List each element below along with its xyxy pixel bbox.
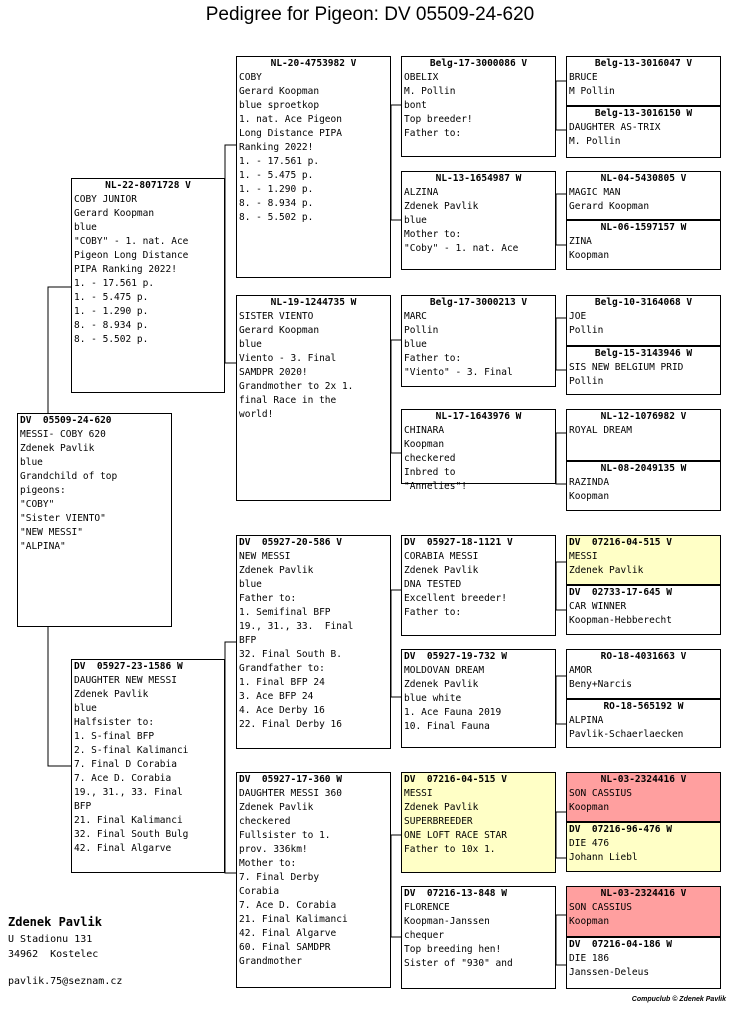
- info-line: Halfsister to:: [74, 717, 155, 728]
- info-line: Father to 10x 1.: [404, 844, 496, 855]
- info-line: "Sister VIENTO": [20, 513, 106, 524]
- info-line: Grandmother to 2x 1.: [239, 381, 354, 392]
- info-line: "Viento" - 3. Final: [404, 367, 513, 378]
- info-line: Zdenek Pavlik: [404, 679, 479, 690]
- info-line: Zdenek Pavlik: [239, 565, 314, 576]
- great-grandparent-card[interactable]: [401, 409, 556, 492]
- info-line: SIS NEW BELGIUM PRID: [569, 362, 684, 373]
- info-line: Koopman: [569, 491, 610, 502]
- info-line: Mother to:: [239, 858, 297, 869]
- info-line: Father to:: [404, 607, 462, 618]
- great-great-grandparent-card[interactable]: [566, 171, 721, 220]
- info-line: 1. - 17.561 p.: [239, 156, 320, 167]
- great-great-grandparent-card[interactable]: [566, 346, 721, 395]
- info-line: Grandchild of top: [20, 471, 118, 482]
- ring-number: NL-17-1643976 W: [435, 411, 522, 422]
- great-grandparent-card[interactable]: [401, 649, 556, 748]
- grandparent-card[interactable]: [236, 772, 391, 988]
- info-line: 42. Final Algarve: [239, 928, 337, 939]
- info-line: 1. Semifinal BFP: [239, 607, 331, 618]
- info-line: 1. - 1.290 p.: [74, 306, 149, 317]
- info-line: Gerard Koopman: [239, 86, 320, 97]
- info-line: ROYAL DREAM: [569, 425, 632, 436]
- info-line: MAGIC MAN: [569, 187, 621, 198]
- ring-number: NL-22-8071728 V: [105, 180, 191, 191]
- info-line: chequer: [404, 930, 445, 941]
- info-line: Corabia: [239, 886, 280, 897]
- info-line: blue: [239, 339, 262, 350]
- info-line: 4. Ace Derby 16: [239, 705, 325, 716]
- info-line: M Pollin: [569, 86, 615, 97]
- info-line: Gerard Koopman: [569, 201, 650, 212]
- info-line: Koopman: [569, 916, 610, 927]
- info-line: "Annelies"!: [404, 481, 467, 492]
- info-line: ALZINA: [404, 187, 439, 198]
- info-line: 1. - 17.561 p.: [74, 278, 155, 289]
- owner-email: pavlik.75@seznam.cz: [8, 976, 123, 987]
- info-line: ONE LOFT RACE STAR: [404, 830, 507, 841]
- info-line: 3. Ace BFP 24: [239, 691, 314, 702]
- footer-credit: Compuclub © Zdenek Pavlik: [631, 996, 726, 1003]
- info-line: 19., 31., 33. Final: [74, 787, 183, 798]
- ring-number: RO-18-4031663 V: [600, 651, 687, 662]
- info-line: checkered: [404, 453, 456, 464]
- info-line: Mother to:: [404, 229, 462, 240]
- info-line: Pavlik-Schaerlaecken: [569, 729, 684, 740]
- info-line: Gerard Koopman: [74, 208, 155, 219]
- great-grandparent-card[interactable]: [401, 886, 556, 989]
- great-grandparent-card[interactable]: [401, 171, 556, 270]
- info-line: Long Distance PIPA: [239, 128, 342, 139]
- ring-number: NL-04-5430805 V: [600, 173, 687, 184]
- info-line: 22. Final Derby 16: [239, 719, 342, 730]
- great-great-grandparent-card[interactable]: [566, 886, 721, 937]
- info-line: Zdenek Pavlik: [569, 565, 644, 576]
- ring-number: NL-13-1654987 W: [435, 173, 522, 184]
- info-line: blue: [404, 339, 427, 350]
- sire-card[interactable]: [71, 178, 225, 393]
- ring-number: DV 05927-20-586 V: [239, 537, 342, 548]
- great-great-grandparent-card[interactable]: [566, 937, 721, 989]
- info-line: Koopman: [569, 250, 610, 261]
- info-line: blue: [20, 457, 43, 468]
- info-line: SAMDPR 2020!: [239, 367, 308, 378]
- great-great-grandparent-card[interactable]: [566, 106, 721, 158]
- great-great-grandparent-card[interactable]: [566, 699, 721, 748]
- info-line: 1. - 5.475 p.: [74, 292, 149, 303]
- info-line: Inbred to: [404, 467, 456, 478]
- info-line: Excellent breeder!: [404, 593, 507, 604]
- info-line: M. Pollin: [404, 86, 456, 97]
- info-line: "ALPINA": [20, 541, 66, 552]
- great-great-grandparent-card[interactable]: [566, 822, 721, 872]
- info-line: prov. 336km!: [239, 844, 308, 855]
- great-grandparent-card[interactable]: [401, 295, 556, 387]
- info-line: ZINA: [569, 236, 592, 247]
- ring-number: DV 07216-96-476 W: [569, 824, 672, 835]
- dam-card[interactable]: [71, 659, 225, 873]
- info-line: Pollin: [569, 376, 604, 387]
- info-line: JOE: [569, 311, 587, 322]
- ring-number: DV 05927-18-1121 V: [404, 537, 513, 548]
- info-line: DAUGHTER AS-TRIX: [569, 122, 661, 133]
- ring-number: DV 07216-04-515 V: [569, 537, 672, 548]
- info-line: ALPINA: [569, 715, 604, 726]
- info-line: Father to:: [404, 353, 462, 364]
- info-line: MESSI: [404, 788, 433, 799]
- great-grandparent-card[interactable]: [401, 535, 556, 636]
- great-great-grandparent-card[interactable]: [566, 772, 721, 822]
- grandparent-card[interactable]: [236, 535, 391, 749]
- info-line: final Race in the: [239, 395, 337, 406]
- info-line: Grandmother: [239, 956, 302, 967]
- info-line: Grandfather to:: [239, 663, 325, 674]
- info-line: blue white: [404, 693, 462, 704]
- owner-name: Zdenek Pavlik: [8, 915, 102, 929]
- info-line: DNA TESTED: [404, 579, 462, 590]
- ring-number: DV 07216-04-186 W: [569, 939, 672, 950]
- info-line: Pollin: [569, 325, 604, 336]
- info-line: DAUGHTER NEW MESSI: [74, 675, 177, 686]
- info-line: DIE 186: [569, 953, 610, 964]
- page-title: Pedigree for Pigeon: DV 05509-24-620: [205, 4, 535, 25]
- info-line: 8. - 8.934 p.: [239, 198, 314, 209]
- info-line: Janssen-Deleus: [569, 967, 650, 978]
- info-line: COBY: [239, 72, 262, 83]
- info-line: pigeons:: [20, 485, 66, 496]
- info-line: DIE 476: [569, 838, 610, 849]
- info-line: OBELIX: [404, 72, 439, 83]
- info-line: Pollin: [404, 325, 439, 336]
- great-great-grandparent-card[interactable]: [566, 56, 721, 106]
- info-line: Pigeon Long Distance: [74, 250, 189, 261]
- info-line: 7. Ace D. Corabia: [239, 900, 337, 911]
- ring-number: Belg-13-3016047 V: [594, 58, 693, 69]
- info-line: BFP: [74, 801, 92, 812]
- info-line: blue sproetkop: [239, 100, 320, 111]
- info-line: 1. - 1.290 p.: [239, 184, 314, 195]
- great-great-grandparent-card[interactable]: [566, 585, 721, 635]
- info-line: 7. Ace D. Corabia: [74, 773, 172, 784]
- owner-address-line: U Stadionu 131: [8, 934, 93, 945]
- info-line: 8. - 5.502 p.: [239, 212, 314, 223]
- great-grandparent-card[interactable]: [401, 56, 556, 157]
- ring-number: NL-12-1076982 V: [600, 411, 687, 422]
- info-line: Johann Liebl: [569, 852, 638, 863]
- info-line: Zdenek Pavlik: [239, 802, 314, 813]
- info-line: Gerard Koopman: [239, 325, 320, 336]
- info-line: COBY JUNIOR: [74, 194, 137, 205]
- grandparent-card[interactable]: [236, 56, 391, 278]
- info-line: 1. Ace Fauna 2019: [404, 707, 502, 718]
- ring-number: NL-19-1244735 W: [270, 297, 357, 308]
- info-line: 8. - 8.934 p.: [74, 320, 149, 331]
- info-line: NEW MESSI: [239, 551, 291, 562]
- info-line: CHINARA: [404, 425, 445, 436]
- info-line: Fullsister to 1.: [239, 830, 331, 841]
- info-line: FLORENCE: [404, 902, 450, 913]
- info-line: AMOR: [569, 665, 592, 676]
- ring-number: Belg-17-3000086 V: [429, 58, 528, 69]
- info-line: Ranking 2022!: [239, 142, 314, 153]
- great-great-grandparent-card[interactable]: [566, 220, 721, 270]
- info-line: CORABIA MESSI: [404, 551, 479, 562]
- info-line: "Coby" - 1. nat. Ace: [404, 243, 519, 254]
- info-line: RAZINDA: [569, 477, 610, 488]
- ring-number: DV 07216-04-515 V: [404, 774, 507, 785]
- info-line: Zdenek Pavlik: [74, 689, 149, 700]
- info-line: Sister of "930" and: [404, 958, 513, 969]
- subject-pigeon-card[interactable]: [17, 413, 172, 627]
- ring-number: Belg-13-3016150 W: [594, 108, 693, 119]
- info-line: BRUCE: [569, 72, 598, 83]
- ring-number: DV 05927-17-360 W: [239, 774, 342, 785]
- info-line: 1. S-final BFP: [74, 731, 155, 742]
- info-line: Viento - 3. Final: [239, 353, 337, 364]
- info-line: 1. nat. Ace Pigeon: [239, 114, 342, 125]
- ring-number: DV 05927-23-1586 W: [74, 661, 183, 672]
- info-line: Zdenek Pavlik: [20, 443, 95, 454]
- great-grandparent-card[interactable]: [401, 772, 556, 873]
- info-line: 60. Final SAMDPR: [239, 942, 331, 953]
- great-great-grandparent-card[interactable]: [566, 461, 721, 511]
- info-line: MOLDOVAN DREAM: [404, 665, 485, 676]
- info-line: 21. Final Kalimanci: [239, 914, 348, 925]
- info-line: MESSI- COBY 620: [20, 429, 106, 440]
- info-line: M. Pollin: [569, 136, 621, 147]
- info-line: 8. - 5.502 p.: [74, 334, 149, 345]
- info-line: SISTER VIENTO: [239, 311, 314, 322]
- info-line: 7. Final Derby: [239, 872, 320, 883]
- info-line: Zdenek Pavlik: [404, 565, 479, 576]
- info-line: BFP: [239, 635, 257, 646]
- ring-number: Belg-17-3000213 V: [429, 297, 528, 308]
- info-line: "NEW MESSI": [20, 527, 83, 538]
- info-line: blue: [404, 215, 427, 226]
- ring-number: NL-06-1597157 W: [600, 222, 687, 233]
- info-line: CAR WINNER: [569, 601, 627, 612]
- ring-number: Belg-10-3164068 V: [594, 297, 693, 308]
- owner-address-line: 34962 Kostelec: [8, 949, 99, 960]
- info-line: Zdenek Pavlik: [404, 802, 479, 813]
- info-line: Beny+Narcis: [569, 679, 632, 690]
- info-line: "COBY" - 1. nat. Ace: [74, 236, 189, 247]
- info-line: 1. Final BFP 24: [239, 677, 325, 688]
- info-line: SON CASSIUS: [569, 902, 632, 913]
- info-line: Koopman-Janssen: [404, 916, 490, 927]
- great-great-grandparent-card[interactable]: [566, 649, 721, 699]
- info-line: Father to:: [239, 593, 297, 604]
- ring-number: Belg-15-3143946 W: [594, 348, 693, 359]
- info-line: checkered: [239, 816, 291, 827]
- ring-number: NL-03-2324416 V: [600, 888, 687, 899]
- info-line: 1. - 5.475 p.: [239, 170, 314, 181]
- info-line: Koopman: [569, 802, 610, 813]
- info-line: "COBY": [20, 499, 55, 510]
- info-line: 32. Final South B.: [239, 649, 342, 660]
- info-line: SUPERBREEDER: [404, 816, 473, 827]
- info-line: DAUGHTER MESSI 360: [239, 788, 342, 799]
- owner-info: [8, 914, 122, 990]
- info-line: blue: [74, 222, 97, 233]
- info-line: 32. Final South Bulg: [74, 829, 189, 840]
- info-line: 2. S-final Kalimanci: [74, 745, 189, 756]
- info-line: Father to:: [404, 128, 462, 139]
- info-line: blue: [239, 579, 262, 590]
- info-line: Top breeding hen!: [404, 944, 502, 955]
- info-line: bont: [404, 100, 427, 111]
- info-line: 7. Final D Corabia: [74, 759, 177, 770]
- ring-number: DV 07216-13-848 W: [404, 888, 507, 899]
- info-line: Zdenek Pavlik: [404, 201, 479, 212]
- grandparent-card[interactable]: [236, 295, 391, 501]
- info-line: 19., 31., 33. Final: [239, 621, 354, 632]
- ring-number: RO-18-565192 W: [603, 701, 684, 712]
- info-line: Top breeder!: [404, 114, 473, 125]
- info-line: world!: [239, 409, 274, 420]
- info-line: Koopman: [404, 439, 445, 450]
- ring-number: NL-03-2324416 V: [600, 774, 687, 785]
- ring-number: NL-08-2049135 W: [600, 463, 687, 474]
- info-line: MARC: [404, 311, 427, 322]
- info-line: 42. Final Algarve: [74, 843, 172, 854]
- great-great-grandparent-card[interactable]: [566, 535, 721, 585]
- info-line: 21. Final Kalimanci: [74, 815, 183, 826]
- ring-number: NL-20-4753982 V: [270, 58, 357, 69]
- ring-number: DV 02733-17-645 W: [569, 587, 672, 598]
- ring-number: DV 05509-24-620: [20, 415, 112, 426]
- info-line: PIPA Ranking 2022!: [74, 264, 177, 275]
- info-line: Koopman-Hebberecht: [569, 615, 672, 626]
- info-line: blue: [74, 703, 97, 714]
- info-line: 10. Final Fauna: [404, 721, 490, 732]
- great-great-grandparent-card[interactable]: [566, 409, 721, 461]
- info-line: MESSI: [569, 551, 598, 562]
- great-great-grandparent-card[interactable]: [566, 295, 721, 346]
- info-line: SON CASSIUS: [569, 788, 632, 799]
- ring-number: DV 05927-19-732 W: [404, 651, 507, 662]
